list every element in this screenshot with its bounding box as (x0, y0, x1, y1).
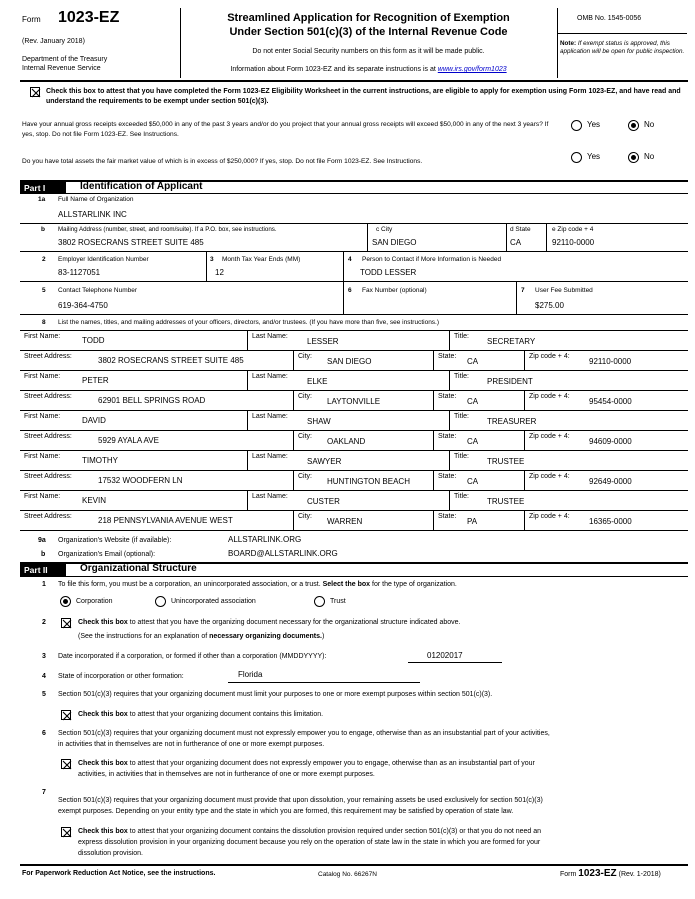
line-6-label: Fax Number (optional) (362, 287, 427, 294)
p2-q2-bold: Check this box (78, 619, 128, 626)
q6-empowerment-checkbox[interactable] (61, 759, 71, 769)
officer-last-name-label: Last Name: (252, 413, 288, 420)
officer-street[interactable]: 3802 ROSECRANS STREET SUITE 485 (98, 356, 244, 365)
officer-first-name[interactable]: TODD (82, 336, 105, 345)
form-word: Form (22, 15, 41, 24)
officer-title-label: Title: (454, 333, 469, 340)
officer-state[interactable]: PA (467, 517, 478, 526)
footer-rev: (Rev. 1-2018) (618, 871, 661, 878)
form-title-line-1: Streamlined Application for Recognition of Exemption (227, 12, 510, 24)
officer-zip-label: Zip code + 4: (529, 433, 570, 440)
footer-paperwork-notice: For Paperwork Reduction Act Notice, see the instructions. (22, 870, 216, 877)
ssn-instruction: Do not enter Social Security numbers on this form as it will be made public. (252, 48, 485, 55)
p2-q2-subtext (78, 633, 324, 640)
p2-q7-text-1: Section 501(c)(3) requires that your organizing document must provide that upon dissolution, your remaining assets be used exclusively for section 501(c)(3) (58, 797, 543, 804)
p2-q2-number: 2 (42, 619, 46, 626)
p2-q6-text-1: Section 501(c)(3) requires that your organizing document must not expressly empower you to engage, otherwise than as an insubstantial part of your activities, (58, 730, 550, 737)
ein-value[interactable]: 83-1127051 (58, 268, 101, 277)
corporation-radio[interactable] (60, 596, 71, 607)
corporation-label: Corporation (76, 598, 113, 605)
p2-q3-text: Date incorporated if a corporation, or formed if other than a corporation (MMDDYYYY): (58, 653, 327, 660)
gross-receipts-yes-radio[interactable] (571, 120, 582, 131)
officer-last-name[interactable]: SAWYER (307, 457, 342, 466)
officer-first-name[interactable]: KEVIN (82, 496, 107, 505)
p2-q7-check-text-1 (78, 828, 541, 835)
line-5-label: Contact Telephone Number (58, 287, 138, 294)
p2-q6-number: 6 (42, 730, 46, 737)
line-9a-label: Organization's Website (if available): (58, 537, 172, 544)
eligibility-checkbox[interactable] (30, 87, 40, 97)
officer-city-label: City: (298, 433, 312, 440)
line-2-number: 2 (42, 256, 46, 263)
line-1e-label: e Zip code + 4 (552, 226, 594, 233)
form-title-line-2: Under Section 501(c)(3) of the Internal Revenue Code (229, 26, 508, 38)
officer-zip-label: Zip code + 4: (529, 393, 570, 400)
gross-receipts-question: Have your annual gross receipts exceeded $50,000 in any of the past 3 years and/or do you project that your annual gross receipts will exceed $50,000 in any of the next 3 years? If yes, stop. Do not file Form 1023-EZ. See Instructions. (22, 121, 549, 138)
p2-q7-check-text-3: dissolution provision. (78, 850, 143, 857)
p2-q1-text-c: for the type of organization. (372, 581, 457, 588)
p2-q5-body: to attest that your organizing document contains this limitation. (129, 711, 324, 718)
part1-title: Identification of Applicant (80, 181, 203, 192)
officer-street[interactable]: 5929 AYALA AVE (98, 436, 159, 445)
footer-form-word: Form (560, 871, 577, 878)
footer-form-id (560, 868, 661, 879)
p2-q1-text-b: Select the box (322, 581, 371, 588)
officer-zip[interactable]: 16365-0000 (589, 517, 632, 526)
user-fee-value[interactable]: $275.00 (535, 301, 564, 310)
officer-title-label: Title: (454, 493, 469, 500)
p2-q2-text (78, 619, 461, 626)
officer-state-label: State: (438, 433, 457, 440)
officer-state-label: State: (438, 393, 457, 400)
officer-title[interactable]: TRUSTEE (487, 497, 525, 506)
line-9a-number: 9a (38, 537, 46, 544)
unincorporated-label: Unincorporated association (171, 598, 256, 605)
p2-q6-check-text-1 (78, 760, 535, 767)
officer-title[interactable]: SECRETARY (487, 337, 536, 346)
p2-q3-number: 3 (42, 653, 46, 660)
officer-street[interactable]: 62901 BELL SPRINGS ROAD (98, 396, 206, 405)
line-3-number: 3 (210, 256, 214, 263)
assets-no-radio[interactable] (628, 152, 639, 163)
p2-q2-sub-c: ) (321, 633, 325, 640)
p2-q6-check-1: to attest that your organizing document does not expressly empower you to engage, otherwise than as an insubstantial part of your (129, 760, 535, 767)
footer-form-number: 1023-EZ (578, 868, 617, 879)
irs-form-link[interactable]: www.irs.gov/form1023 (437, 66, 507, 73)
form-number: 1023-EZ (58, 9, 120, 26)
line-9b-number: b (41, 551, 46, 558)
p2-q7-text-2: exempt purposes. Depending on your entity type and the state in which you are formed, this requirement may be satisfied by operation of state law. (58, 808, 514, 815)
info-instruction (180, 66, 557, 73)
p2-q5-text: Section 501(c)(3) requires that your organizing document must limit your purposes to one or more exempt purposes within section 501(c)(3). (58, 691, 493, 698)
part1-tag: Part I (20, 182, 66, 194)
line-7-label: User Fee Submitted (535, 287, 593, 294)
gross-receipts-no-label: No (644, 120, 655, 129)
p2-q7-check-1: to attest that your organizing document contains the dissolution provision required under section 501(c)(3) or that you do not need an (129, 828, 542, 835)
department-line-2: Internal Revenue Service (22, 65, 101, 72)
officer-state[interactable]: CA (467, 357, 479, 366)
officer-first-name[interactable]: DAVID (82, 416, 106, 425)
line-2-label: Employer Identification Number (58, 256, 149, 263)
trust-label: Trust (330, 598, 346, 605)
officer-city[interactable]: HUNTINGTON BEACH (327, 477, 410, 486)
p2-q2-sub-a: (See the instructions for an explanation of (78, 633, 208, 640)
officer-title[interactable]: TRUSTEE (487, 457, 525, 466)
line-8-label: List the names, titles, and mailing addresses of your officers, directors, and/or trustees. (If you have more than five, see instructions.) (58, 319, 440, 326)
officer-last-name-label: Last Name: (252, 373, 288, 380)
officer-first-name-label: First Name: (24, 493, 61, 500)
p2-q7-number: 7 (42, 789, 46, 796)
note-text: If exempt status is approved, this application will be open for public inspection. (560, 40, 685, 55)
line-1c-label: c City (376, 226, 393, 233)
p2-q6-check-text-2: activities, in activities that in themselves are not in furtherance of one or more exempt purposes. (78, 771, 375, 778)
officer-street-label: Street Address: (24, 473, 72, 480)
p2-q4-number: 4 (42, 673, 46, 680)
info-instruction-text: Information about Form 1023-EZ and its separate instructions is at (230, 66, 436, 73)
p2-q2-body: to attest that you have the organizing document necessary for the organizational structure indicated above. (129, 619, 461, 626)
line-1b-label: Mailing Address (number, street, and room/suite). If a P.O. box, see instructions. (58, 226, 277, 233)
assets-yes-label: Yes (587, 152, 601, 161)
date-incorporated-value[interactable]: 01202017 (427, 651, 463, 660)
officer-city[interactable]: WARREN (327, 517, 363, 526)
officer-first-name[interactable]: PETER (82, 376, 109, 385)
contact-person-value[interactable]: TODD LESSER (360, 268, 417, 277)
line-4-number: 4 (348, 256, 352, 263)
line-1a-number: 1a (38, 196, 46, 203)
officer-last-name-label: Last Name: (252, 453, 288, 460)
officer-first-name-label: First Name: (24, 413, 61, 420)
line-6-number: 6 (348, 287, 352, 294)
organization-name[interactable]: ALLSTARLINK INC (58, 210, 127, 219)
officer-street[interactable]: 17532 WOODFERN LN (98, 476, 183, 485)
line-1a-label: Full Name of Organization (58, 196, 134, 203)
officer-title-label: Title: (454, 413, 469, 420)
officer-title-label: Title: (454, 373, 469, 380)
p2-q5-number: 5 (42, 691, 46, 698)
line-9b-label: Organization's Email (optional): (58, 551, 156, 558)
assets-question: Do you have total assets the fair market value of which is in excess of $250,000? If yes, stop. Do not file Form 1023-EZ. See Instructions. (22, 158, 423, 165)
website-value[interactable]: ALLSTARLINK.ORG (228, 535, 302, 544)
officer-city-label: City: (298, 513, 312, 520)
officer-title-label: Title: (454, 453, 469, 460)
line-3-label: Month Tax Year Ends (MM) (222, 256, 301, 263)
assets-no-label: No (644, 152, 655, 161)
omb-number: OMB No. 1545-0056 (577, 15, 642, 22)
gross-receipts-yes-label: Yes (587, 120, 601, 129)
officer-last-name[interactable]: SHAW (307, 417, 331, 426)
officer-state-label: State: (438, 473, 457, 480)
q2-organizing-document-checkbox[interactable] (61, 618, 71, 628)
officer-state[interactable]: CA (467, 437, 479, 446)
state-of-incorporation-value[interactable]: Florida (238, 670, 263, 679)
officer-last-name-label: Last Name: (252, 333, 288, 340)
part2-title: Organizational Structure (80, 563, 197, 574)
officer-zip-label: Zip code + 4: (529, 513, 570, 520)
p2-q5-check-text (78, 711, 323, 718)
officer-first-name-label: First Name: (24, 453, 61, 460)
line-5-number: 5 (42, 287, 46, 294)
p2-q2-sub-b: necessary organizing documents. (209, 633, 322, 640)
line-7-number: 7 (521, 287, 525, 294)
officer-state[interactable]: CA (467, 477, 479, 486)
officer-street-label: Street Address: (24, 433, 72, 440)
eligibility-attestation: Check this box to attest that you have completed the Form 1023-EZ Eligibility Worksheet in the current instructions, are eligible to apply for exemption using Form 1023-EZ, and have read and understand the requirements to be exempt under section 501(c)(3). (46, 88, 681, 105)
officer-zip[interactable]: 92649-0000 (589, 477, 632, 486)
note-label: Note: (560, 40, 577, 47)
officer-last-name[interactable]: LESSER (307, 337, 339, 346)
line-1b-number: b (41, 226, 45, 233)
officer-title[interactable]: TREASURER (487, 417, 537, 426)
phone-value[interactable]: 619-364-4750 (58, 301, 108, 310)
gross-receipts-no-radio[interactable] (628, 120, 639, 131)
unincorporated-radio[interactable] (155, 596, 166, 607)
p2-q7-check-text-2: express dissolution provision in your organizing document because you rely on the operation of state law in the state in which you are formed for your (78, 839, 541, 846)
officer-zip-label: Zip code + 4: (529, 473, 570, 480)
p2-q6-text-2: in activities that in themselves are not in furtherance of one or more exempt purposes. (58, 741, 325, 748)
public-note (560, 40, 688, 56)
officer-city[interactable]: SAN DIEGO (327, 357, 372, 366)
officer-city-label: City: (298, 473, 312, 480)
officer-first-name-label: First Name: (24, 333, 61, 340)
officer-zip[interactable]: 94609-0000 (589, 437, 632, 446)
p2-q7-bold: Check this box (78, 828, 128, 835)
officer-zip[interactable]: 92110-0000 (589, 357, 632, 366)
form-revision: (Rev. January 2018) (22, 38, 85, 45)
officer-street-label: Street Address: (24, 393, 72, 400)
officer-street[interactable]: 218 PENNSYLVANIA AVENUE WEST (98, 516, 233, 525)
officer-street-label: Street Address: (24, 513, 72, 520)
officer-last-name[interactable]: ELKE (307, 377, 328, 386)
officer-last-name-label: Last Name: (252, 493, 288, 500)
officer-last-name[interactable]: CUSTER (307, 497, 340, 506)
officer-zip-label: Zip code + 4: (529, 353, 570, 360)
officer-city-label: City: (298, 393, 312, 400)
p2-q1-text (58, 581, 457, 588)
officer-city-label: City: (298, 353, 312, 360)
form-header (0, 0, 695, 85)
q5-limitation-checkbox[interactable] (61, 710, 71, 720)
p2-q6-bold: Check this box (78, 760, 128, 767)
p2-q5-bold: Check this box (78, 711, 128, 718)
officer-city[interactable]: LAYTONVILLE (327, 397, 381, 406)
officer-title[interactable]: PRESIDENT (487, 377, 533, 386)
officer-state-label: State: (438, 513, 457, 520)
line-8-number: 8 (42, 319, 46, 326)
part2-tag: Part II (20, 564, 66, 576)
officer-first-name[interactable]: TIMOTHY (82, 456, 118, 465)
department-line-1: Department of the Treasury (22, 56, 108, 63)
state-value[interactable]: CA (510, 238, 522, 247)
mailing-address[interactable]: 3802 ROSECRANS STREET SUITE 485 (58, 238, 204, 247)
p2-q1-number: 1 (42, 581, 46, 588)
officer-city[interactable]: OAKLAND (327, 437, 366, 446)
line-1d-label: d State (510, 226, 531, 233)
tax-month-value[interactable]: 12 (215, 268, 224, 277)
city-value[interactable]: SAN DIEGO (372, 238, 417, 247)
line-4-label: Person to Contact if More Information is Needed (362, 256, 502, 263)
p2-q4-text: State of incorporation or other formation: (58, 673, 184, 680)
trust-radio[interactable] (314, 596, 325, 607)
footer-catalog: Catalog No. 66267N (318, 871, 377, 878)
officer-zip[interactable]: 95454-0000 (589, 397, 632, 406)
zip-value[interactable]: 92110-0000 (552, 238, 595, 247)
q7-dissolution-checkbox[interactable] (61, 827, 71, 837)
email-value[interactable]: BOARD@ALLSTARLINK.ORG (228, 549, 338, 558)
officer-state-label: State: (438, 353, 457, 360)
officer-first-name-label: First Name: (24, 373, 61, 380)
p2-q1-text-a: To file this form, you must be a corporation, an unincorporated association, or a trust. (58, 581, 321, 588)
assets-yes-radio[interactable] (571, 152, 582, 163)
officer-state[interactable]: CA (467, 397, 479, 406)
officer-street-label: Street Address: (24, 353, 72, 360)
